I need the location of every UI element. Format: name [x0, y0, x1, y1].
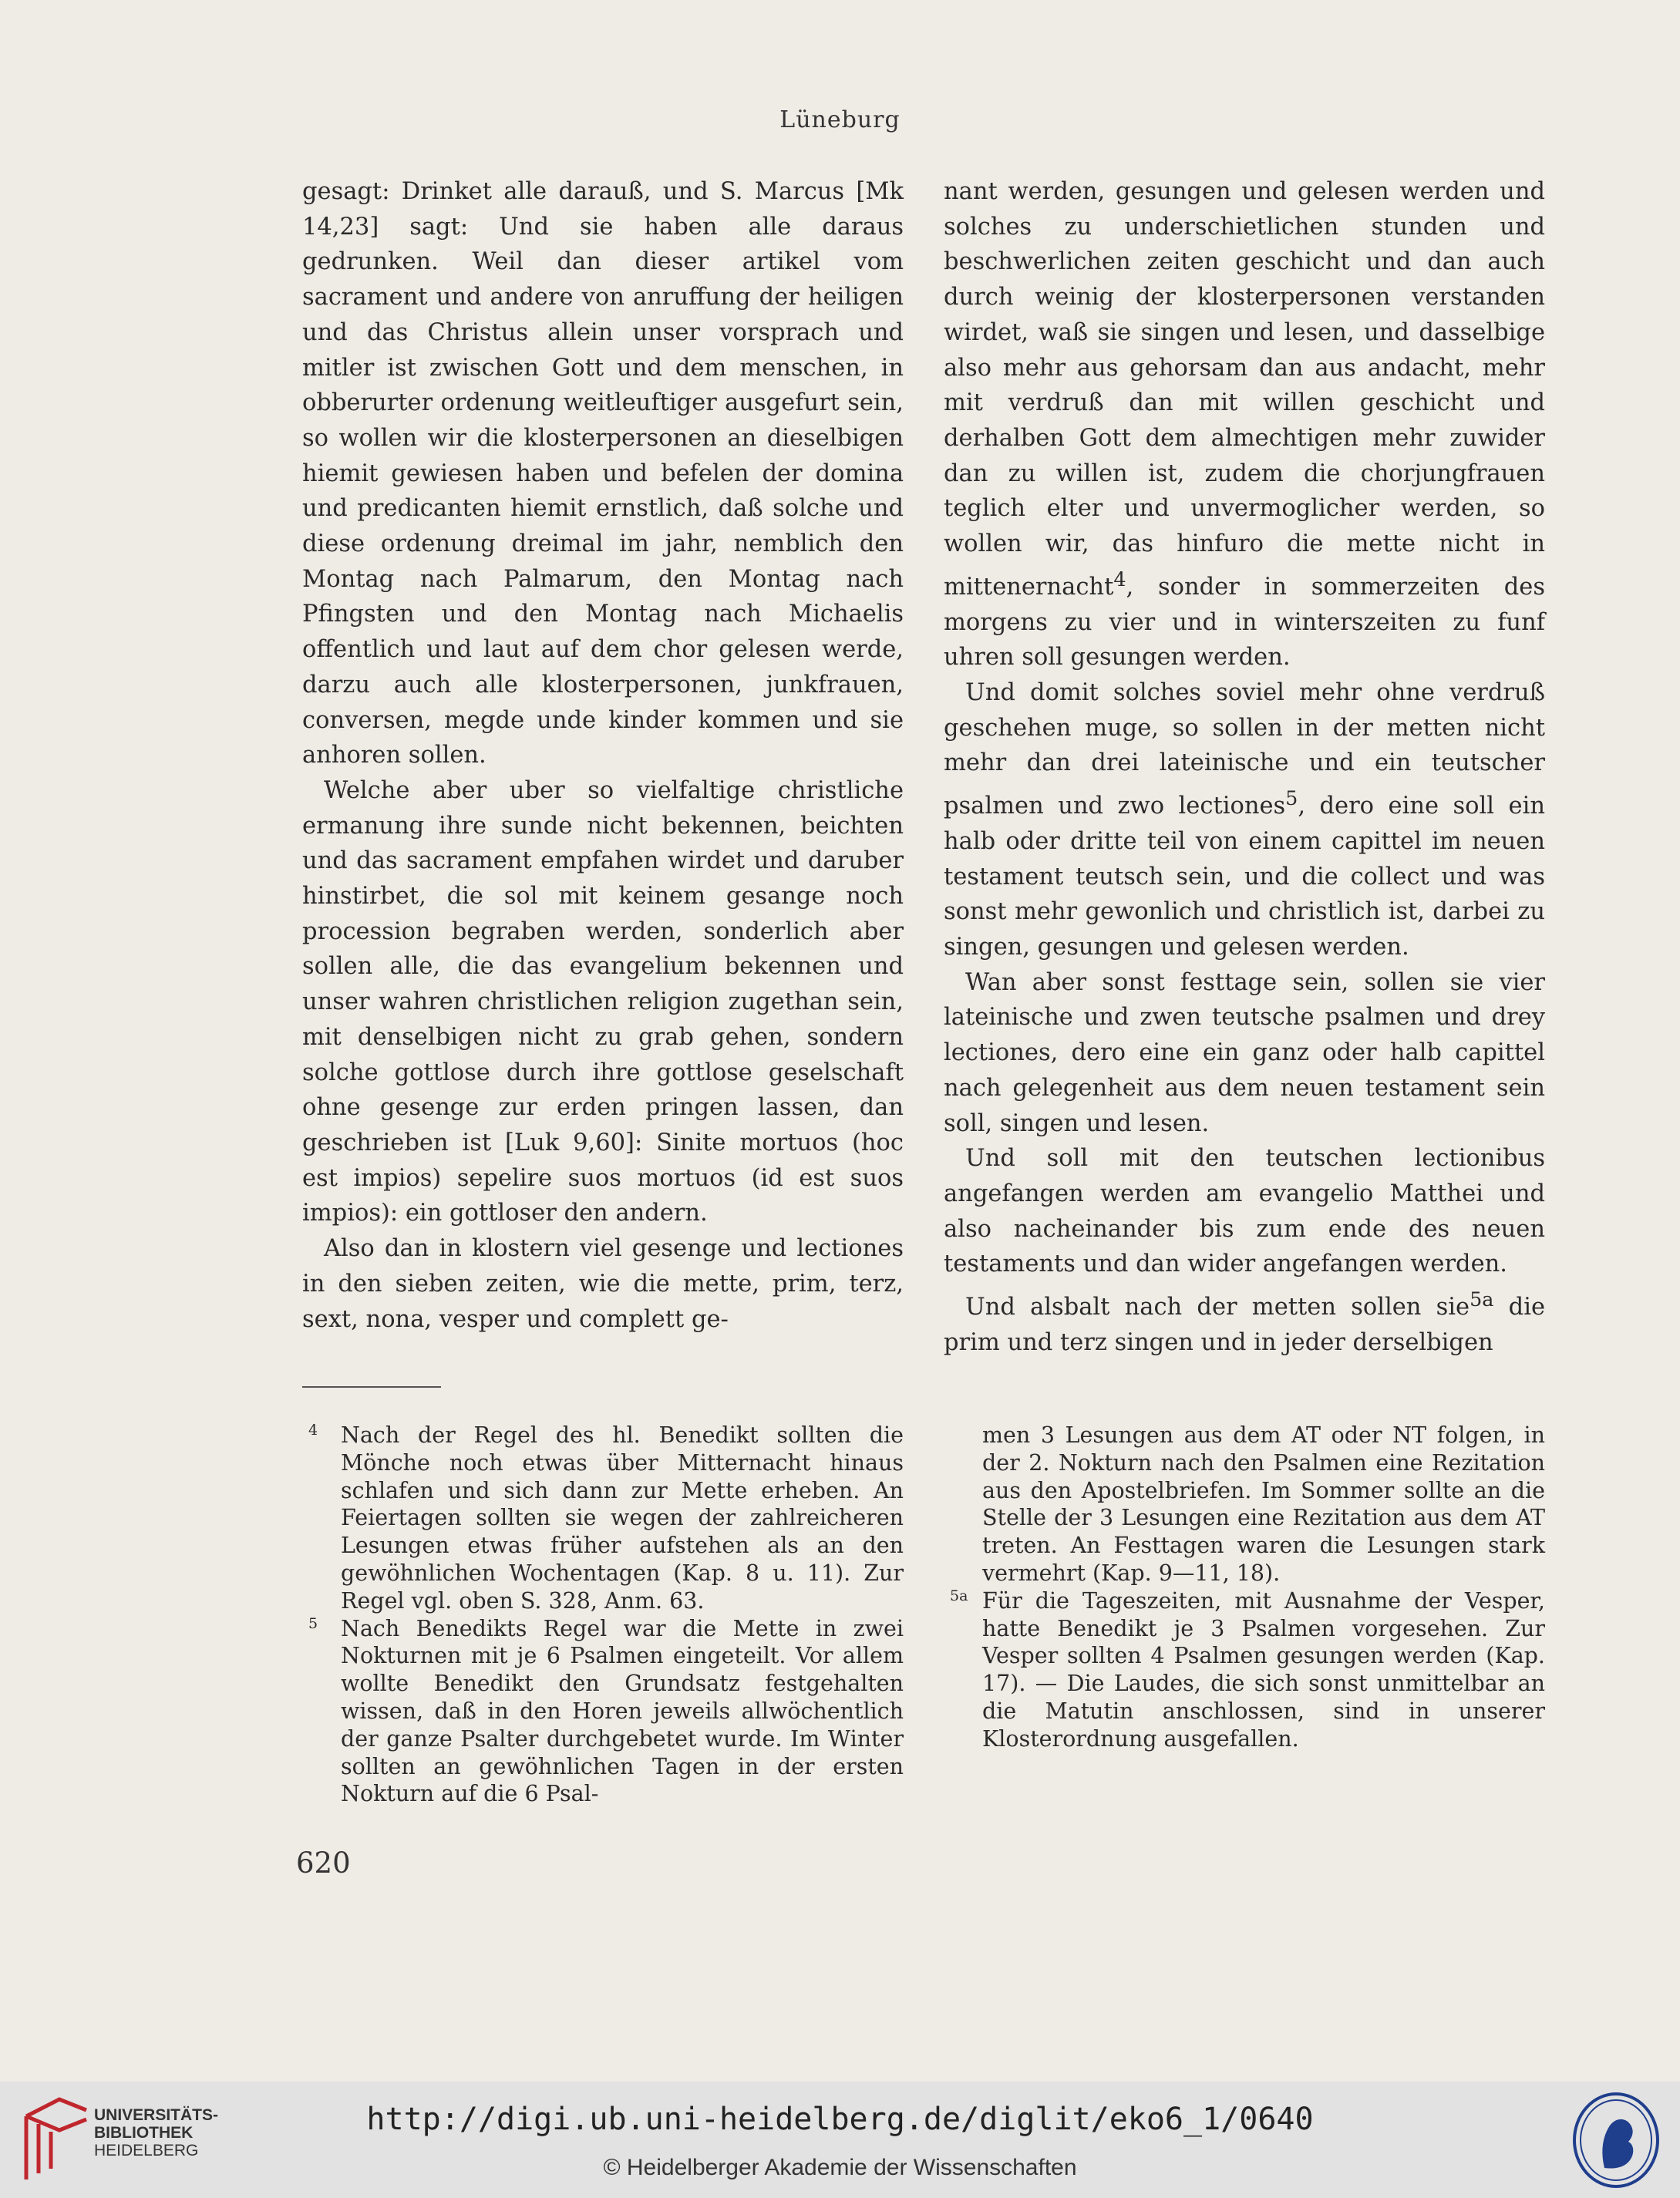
footnote-ref[interactable]: 5 [1285, 786, 1298, 810]
text-run: Und domit solches soviel mehr ohne verdruß geschehen muge, so sollen in der metten nicht mehr dan drei lateinische und ein teutscher psalmen und zwo lectiones [944, 679, 1545, 820]
paragraph: Und soll mit den teutschen lectionibus angefangen werden am evangelio Matthei und also nacheinander bis zum ende des neuen testaments und dan wider angefangen werden. [944, 1145, 1545, 1278]
footnote-mark: 5a [950, 1587, 968, 1604]
paragraph [944, 174, 1545, 675]
text-run: nant werden, gesungen und gelesen werden und solches zu underschietlichen stunden und beschwerlichen zeiten geschicht und dan auch durch weinig der klosterpersonen verstanden wirdet, waß sie singen und lesen, und dasselbige also mehr aus gehorsam dan aus andacht, mehr mit verdruß dan mit willen geschicht und derhalben Gott dem almechtigen mehr zuwider dan zu willen ist, zudem die chorjungfrauen teglich elter und unvermoglicher werden, so wollen wir, das hinfuro die mette nicht in mittenernacht [944, 178, 1545, 601]
library-name-line: HEIDELBERG [94, 2142, 199, 2159]
paragraph: gesagt: Drinket alle darauß, und S. Marcus [Mk 14,23] sagt: Und sie haben alle daraus gedrunken. Weil dan dieser artikel vom sacrament und andere von anruffung der heiligen und das Christus allein unser vorsprach und mitler ist zwischen Gott und dem menschen, in obberurter ordenung weitleuftiger ausgefurt sein, so wollen wir die klosterpersonen an dieselbigen hiemit gewiesen haben und befelen der domina und predicanten hiemit ernstlich, daß solche und diese ordenung dreimal im jahr, nemblich den Montag nach Palmarum, den Montag nach Pfingsten und den Montag nach Michaelis offentlich und laut auf dem chor gelesen werde, darzu auch alle klosterpersonen, junkfrauen, conversen, megde unde kinder kommen und sie anhoren sollen. [302, 178, 904, 769]
paragraph [944, 1282, 1545, 1361]
library-name-line: BIBLIOTHEK [94, 2124, 194, 2142]
text-run: , sonder in sommerzeiten des morgens zu vier und in winterszeiten zu funf uhren soll gesungen werden. [944, 573, 1545, 672]
paragraph: Welche aber uber so vielfaltige christliche ermanung ihre sunde nicht bekennen, beichten und das sacrament empfahen wirdet und daruber hinstirbet, die sol mit keinem gesange noch procession begraben werden, sonderlich aber sollen alle, die das evangelium bekennen und unser wahren christlichen religion zugethan sein, mit denselbigen nicht zu grab gehen, sondern solche gottlose durch ihre gottlose geselschaft ohne gesenge zur erden pringen lassen, dan geschrieben ist [Luk 9,60]: Sinite mortuos (hoc est impios) sepelire suos mortuos (id est suos impios): ein gottloser den andern. [302, 776, 904, 1227]
seal-head [1602, 2119, 1633, 2169]
footnote [944, 1587, 1545, 1753]
right-column [944, 174, 1545, 1361]
footnote-mark: 5 [308, 1614, 318, 1632]
permalink-url[interactable]: http://digi.ub.uni-heidelberg.de/diglit/eko6_1/0640 [366, 2102, 1314, 2137]
text-run: die prim und terz singen und in jeder derselbigen [944, 1294, 1545, 1356]
paragraph: Also dan in klostern viel gesenge und lectiones in den sieben zeiten, wie die mette, prim, terz, sext, nona, vesper und complett ge- [302, 1235, 904, 1333]
copyright-notice: © Heidelberger Akademie der Wissenschaften [603, 2155, 1077, 2180]
footnote [302, 1422, 904, 1615]
page-number: 620 [296, 1846, 351, 1880]
library-name-line: UNIVERSITÄTS- [94, 2106, 219, 2124]
footnote-ref[interactable]: 4 [1113, 567, 1126, 591]
text-run: , dero eine soll ein halb oder dritte teil von einem capittel im neuen testament teutsch sein, und die collect und was sonst mehr gewonlich und christlich ist, darbei zu singen, gesungen und gelesen werden. [944, 793, 1545, 961]
footnote-text: Nach Benedikts Regel war die Mette in zwei Nokturnen mit je 6 Psalmen eingeteilt. Vor allem wollte Benedikt den Grundsatz festgehalten wissen, daß in den Horen jeweils allwöchentlich der ganze Psalter durchgebetet wurde. Im Winter sollten an gewöhnlichen Tagen in der ersten Nokturn auf die 6 Psal- [341, 1615, 904, 1807]
text-run: Und alsbalt nach der metten sollen sie [965, 1294, 1470, 1321]
footnote-continuation: men 3 Lesungen aus dem AT oder NT folgen, in der 2. Nokturn nach den Psalmen eine Rezitation aus den Apostelbriefen. Im Sommer sollte an die Stelle der 3 Lesungen eine Rezitation aus dem AT treten. An Festtagen waren die Lesungen stark vermehrt (Kap. 9—11, 18). [982, 1422, 1545, 1586]
left-column [302, 174, 904, 1337]
footnote-text: Für die Tageszeiten, mit Ausnahme der Vesper, hatte Benedikt je 3 Psalmen vorgesehen. Zur Vesper sollten 4 Psalmen gesungen werden (Kap. 17). — Die Laudes, die sich sonst unmittelbar an die Matutin anschlossen, sind in unserer Klosterordnung ausgefallen. [982, 1587, 1545, 1752]
paragraph: Wan aber sonst festtage sein, sollen sie vier lateinische und zwen teutsche psalmen und drey lectiones, dero eine ein ganz oder halb capittel nach gelegenheit aus dem neuen testament sein soll, singen und lesen. [944, 968, 1545, 1137]
footnotes-right [944, 1422, 1545, 1753]
footnotes-left [302, 1422, 904, 1808]
footnote-mark: 4 [308, 1422, 318, 1439]
paragraph [944, 675, 1545, 965]
footnote-ref[interactable]: 5a [1470, 1287, 1494, 1311]
running-head: Lüneburg [779, 106, 901, 133]
footnote [302, 1615, 904, 1809]
footnote-divider [302, 1386, 441, 1388]
academy-seal-icon[interactable] [1570, 2091, 1662, 2190]
footnote-text: Nach der Regel des hl. Benedikt sollten die Mönche noch etwas über Mitternacht hinaus schlafen und sich dann zur Mette erheben. An Feiertagen sollten sie wegen der zahlreicheren Lesungen etwas früher aufstehen als an den gewöhnlichen Wochentagen (Kap. 8 u. 11). Zur Regel vgl. oben S. 328, Anm. 63. [341, 1422, 904, 1614]
